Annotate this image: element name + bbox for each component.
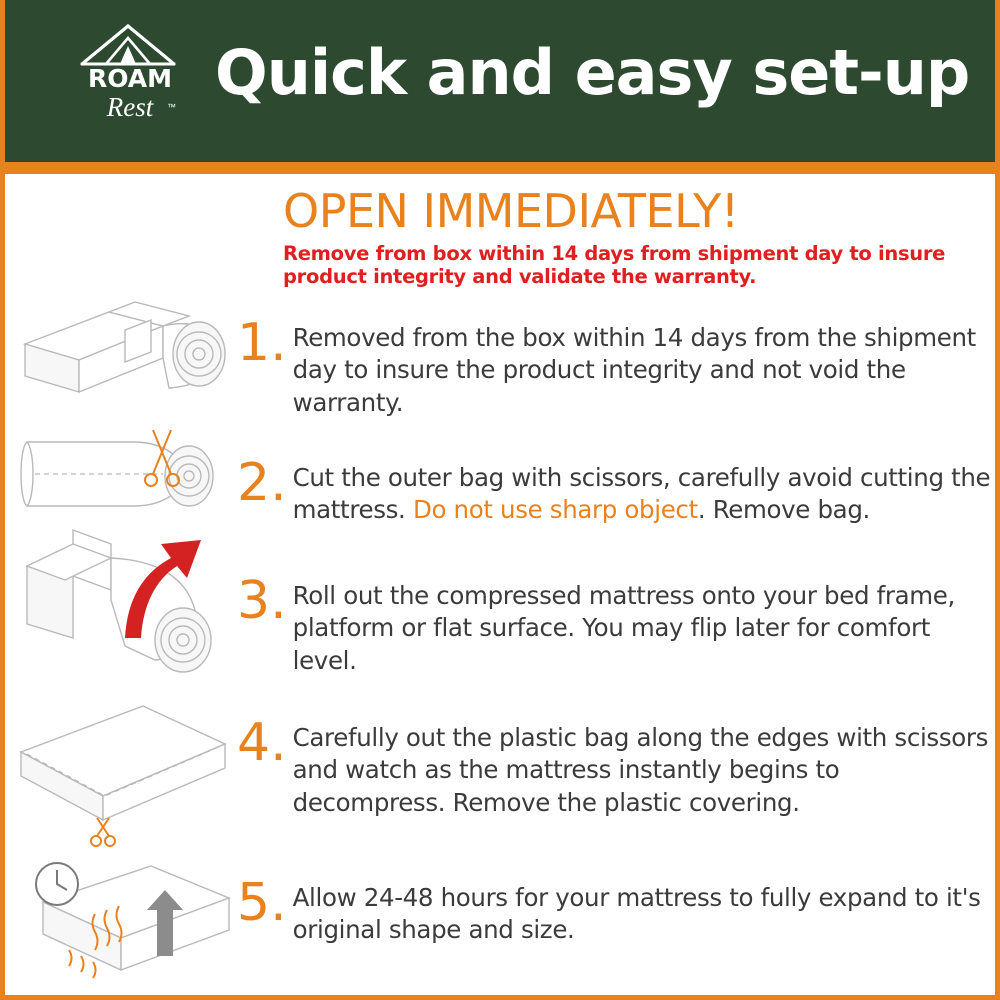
mattress-expanding-clock-icon bbox=[23, 846, 248, 986]
logo-trademark: ™ bbox=[167, 102, 176, 112]
boxed-mattress-roll-icon bbox=[13, 296, 238, 414]
header-bar bbox=[0, 0, 1000, 162]
scissors-cutting-bag-icon bbox=[13, 420, 238, 520]
step-1-number: 1. bbox=[237, 313, 287, 373]
step-2-text-after: . Remove bag. bbox=[697, 495, 870, 525]
step-3-text: Roll out the compressed mattress onto your bed frame, platform or flat surface. You may flip later for comfort level. bbox=[292, 581, 955, 675]
scissors-icon bbox=[91, 818, 115, 846]
step-3-number: 3. bbox=[237, 571, 287, 631]
mattress-flat-cutting-edges-icon bbox=[13, 700, 238, 850]
step-4-text: Carefully out the plastic bag along the edges with scissors and watch as the mattress instantly begins to decompress. Remove the plastic covering. bbox=[292, 723, 989, 817]
step-4-number: 4. bbox=[237, 713, 287, 773]
alert-subtitle: Remove from box within 14 days from shipment day to insure product integrity and validate the warranty. bbox=[283, 242, 946, 288]
step-2-text bbox=[293, 462, 997, 527]
step-2 bbox=[237, 453, 997, 527]
step-5-number: 5. bbox=[237, 873, 287, 933]
step-2-emphasis: Do not use sharp object bbox=[412, 495, 698, 525]
step-2-number: 2. bbox=[237, 453, 287, 513]
step-1-text: Removed from the box within 14 days from the shipment day to insure the product integrity and not void the warranty. bbox=[292, 323, 976, 417]
page-title: Quick and easy set-up bbox=[215, 36, 970, 109]
header-accent-bar bbox=[0, 162, 1000, 174]
step-5-text: Allow 24-48 hours for your mattress to fully expand to it's original shape and size. bbox=[292, 883, 981, 945]
logo-text-secondary: Rest bbox=[106, 92, 154, 122]
open-immediately-alert bbox=[283, 184, 983, 288]
mountain-tent-icon bbox=[78, 24, 178, 68]
brand-logo bbox=[70, 24, 190, 142]
logo-text-primary: ROAM bbox=[87, 64, 173, 93]
unrolling-mattress-arrow-icon bbox=[15, 520, 240, 700]
step-3 bbox=[237, 571, 997, 677]
clock-icon bbox=[36, 863, 78, 905]
step-2-text-before: Cut the outer bag with scissors, carefully avoid cutting the mattress. bbox=[292, 463, 991, 525]
step-1 bbox=[237, 313, 997, 419]
step-5 bbox=[237, 873, 997, 947]
alert-title: OPEN IMMEDIATELY! bbox=[283, 184, 739, 238]
step-4 bbox=[237, 713, 997, 819]
